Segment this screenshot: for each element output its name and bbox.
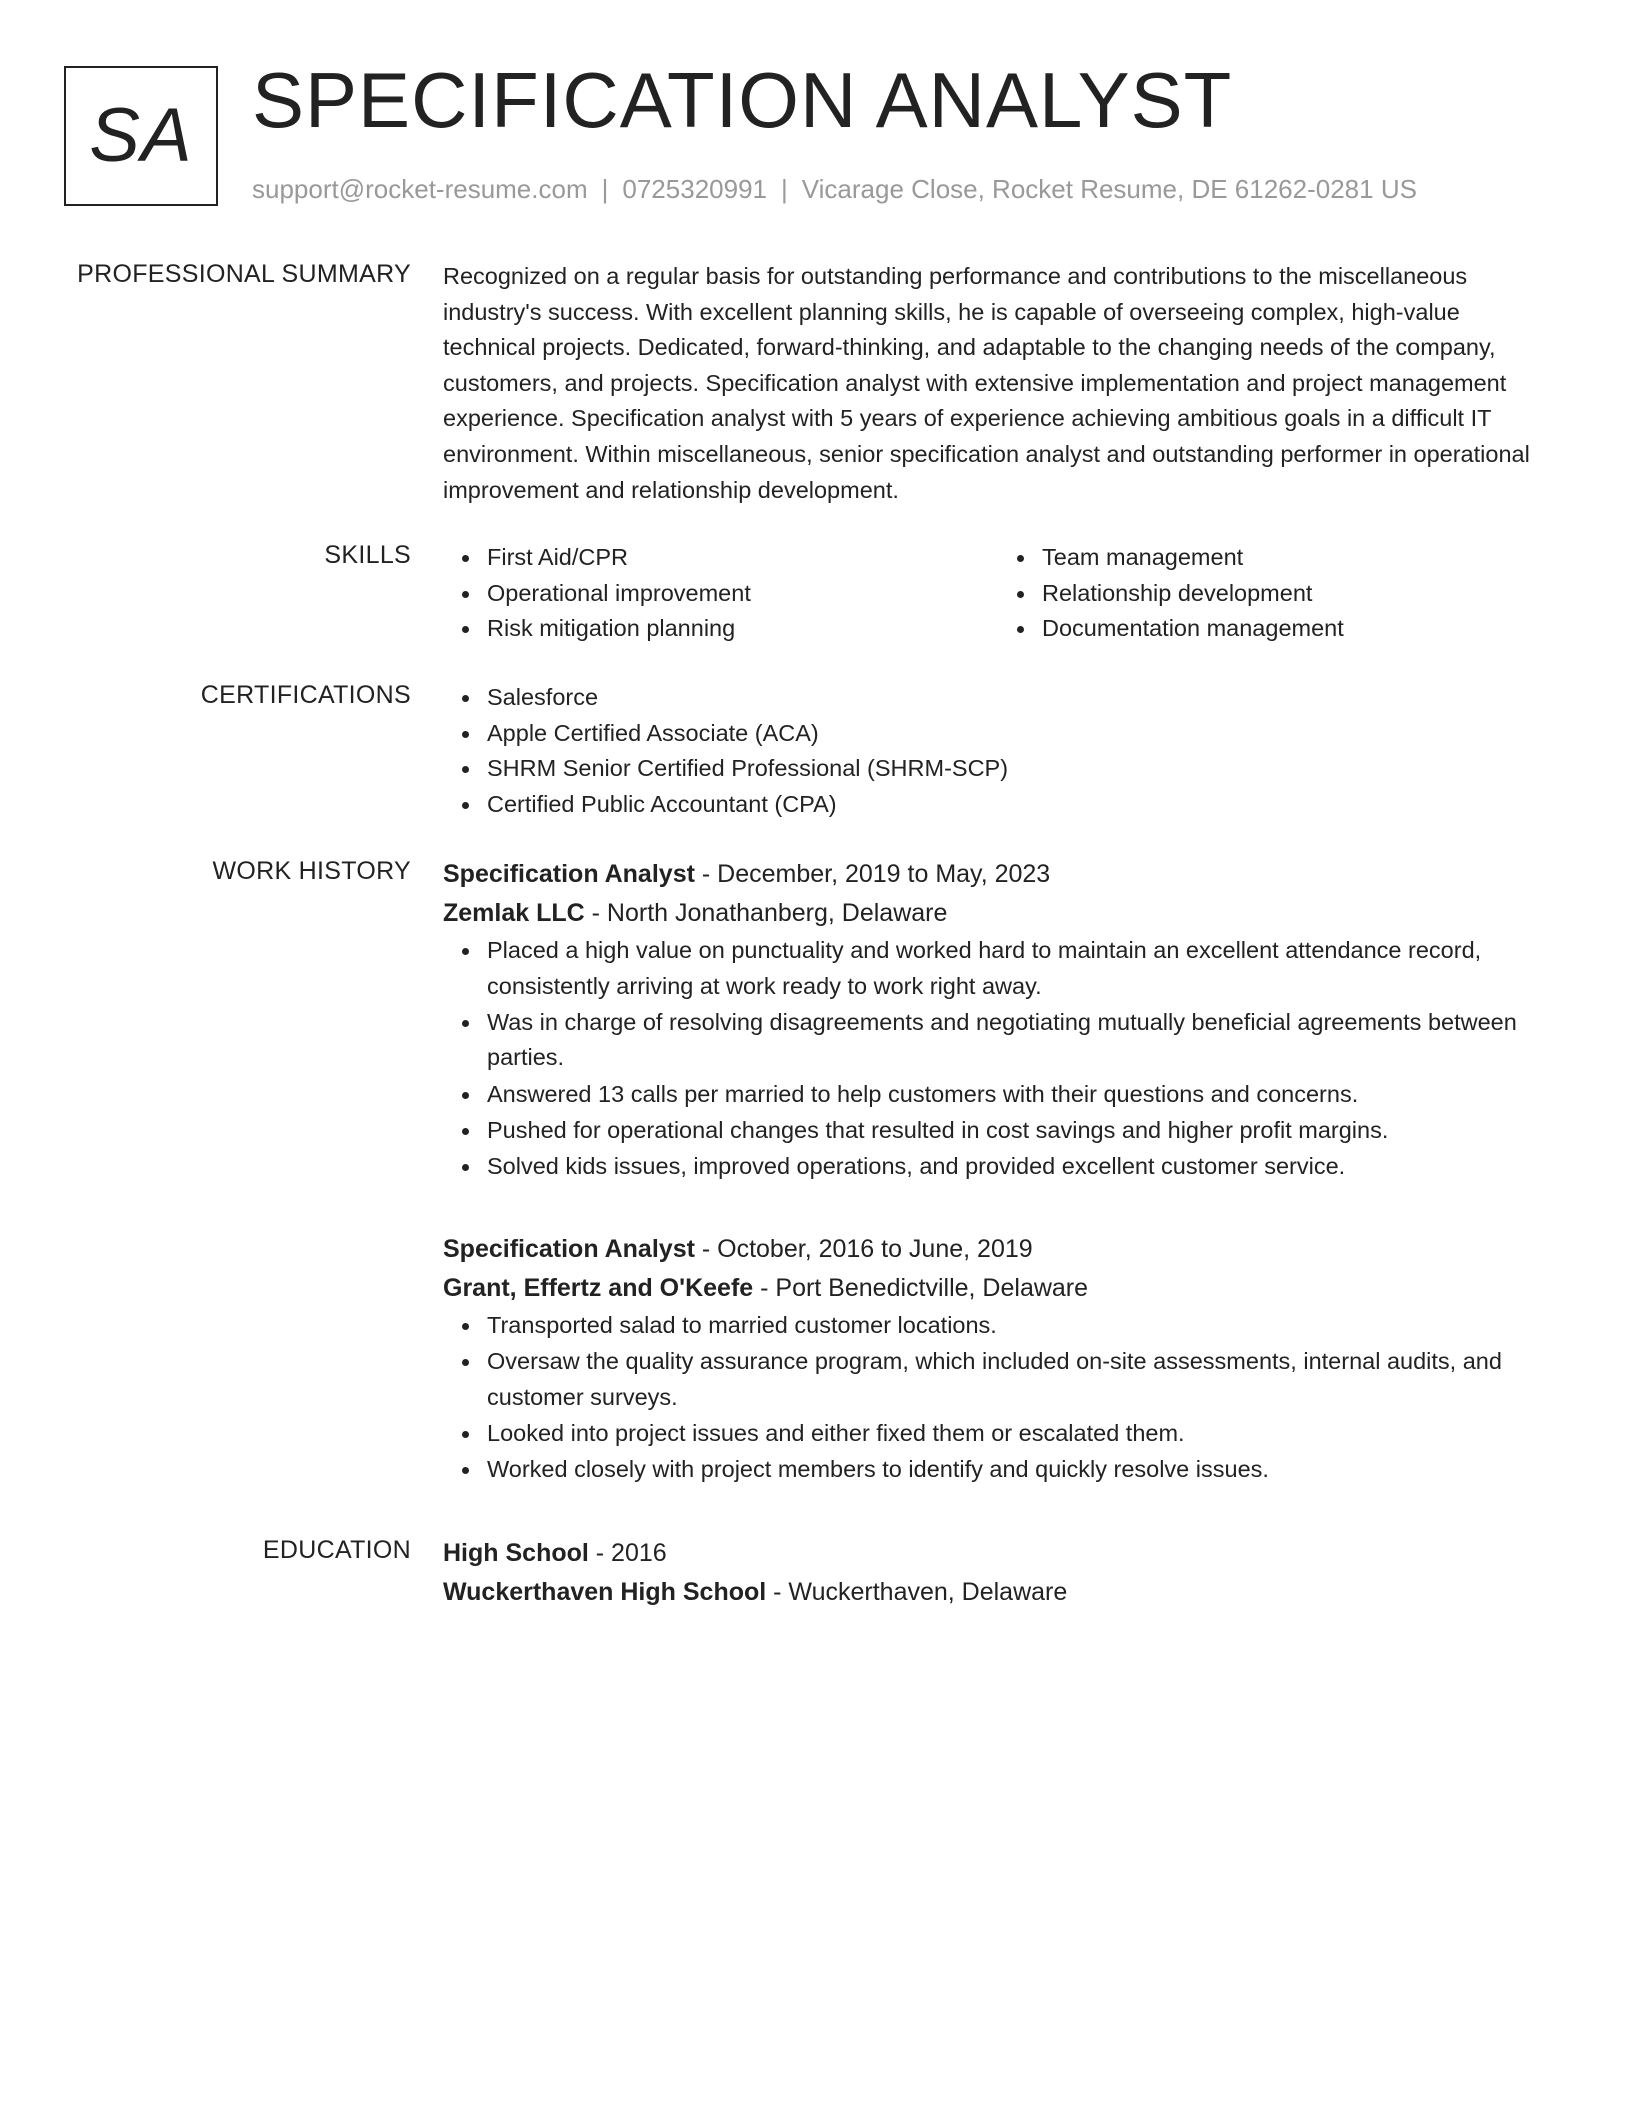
job-bullets	[443, 933, 1553, 1185]
job-bullet: Was in charge of resolving disagreements and negotiating mutually beneficial agreements between parties.	[487, 1005, 1553, 1076]
job-bullet: Worked closely with project members to identify and quickly resolve issues.	[487, 1452, 1553, 1488]
education-location: - Wuckerthaven, Delaware	[766, 1578, 1068, 1606]
job-entry	[443, 855, 1553, 1185]
section-title-certifications: CERTIFICATIONS	[200, 681, 411, 709]
job-bullet: Placed a high value on punctuality and worked hard to maintain an excellent attendance record, consistently arriving at work ready to work right away.	[487, 933, 1553, 1004]
skills-list-right	[998, 540, 1553, 647]
certification-item: Apple Certified Associate (ACA)	[487, 716, 1553, 752]
job-role-line	[443, 855, 1553, 894]
job-entry	[443, 1230, 1553, 1488]
skill-item: Team management	[1042, 540, 1553, 576]
skill-item: Risk mitigation planning	[487, 611, 998, 647]
job-bullet: Pushed for operational changes that resulted in cost savings and higher profit margins.	[487, 1113, 1553, 1149]
section-title-education: EDUCATION	[262, 1536, 411, 1564]
job-company: Zemlak LLC	[443, 899, 585, 927]
section-title-work-history: WORK HISTORY	[212, 857, 411, 885]
certification-item: Salesforce	[487, 680, 1553, 716]
job-bullet: Answered 13 calls per married to help customers with their questions and concerns.	[487, 1077, 1553, 1113]
job-company-line	[443, 894, 1553, 933]
job-location: - Port Benedictville, Delaware	[753, 1274, 1089, 1302]
summary-text: Recognized on a regular basis for outstanding performance and contributions to the miscellaneous industry's success. With excellent planning skills, he is capable of overseeing complex, high-value technical projects. Dedicated, forward-thinking, and adaptable to the changing needs of the company, customers, and projects. Specification analyst with extensive implementation and project management experience. Specification analyst with 5 years of experience achieving ambitious goals in a difficult IT environment. Within miscellaneous, senior specification analyst and outstanding performer in operational improvement and relationship development.	[443, 263, 1530, 503]
education-degree-line	[443, 1534, 1553, 1573]
skills-list-left	[443, 540, 998, 647]
job-location: - North Jonathanberg, Delaware	[584, 899, 948, 927]
job-bullets	[443, 1308, 1553, 1488]
skill-item: Operational improvement	[487, 576, 998, 612]
job-bullet: Solved kids issues, improved operations, and provided excellent customer service.	[487, 1149, 1553, 1185]
skill-item: Documentation management	[1042, 611, 1553, 647]
certification-item: Certified Public Accountant (CPA)	[487, 787, 1553, 823]
job-dates: - December, 2019 to May, 2023	[694, 860, 1051, 888]
job-bullet: Looked into project issues and either fixed them or escalated them.	[487, 1416, 1553, 1452]
job-company: Grant, Effertz and O'Keefe	[443, 1274, 754, 1302]
job-role-line	[443, 1230, 1553, 1269]
contact-email[interactable]: support@rocket-resume.com	[252, 174, 588, 204]
education-school-line	[443, 1573, 1553, 1612]
job-dates: - October, 2016 to June, 2019	[694, 1235, 1033, 1263]
job-role: Specification Analyst	[443, 1235, 695, 1263]
certification-item: SHRM Senior Certified Professional (SHRM-SCP)	[487, 751, 1553, 787]
education-degree: High School	[443, 1539, 589, 1567]
candidate-title: SPECIFICATION ANALYST	[252, 56, 1233, 144]
certifications-list	[443, 680, 1553, 822]
job-bullet: Oversaw the quality assurance program, which included on-site assessments, internal audits, and customer surveys.	[487, 1344, 1553, 1415]
job-company-line	[443, 1269, 1553, 1308]
skill-item: Relationship development	[1042, 576, 1553, 612]
education-school: Wuckerthaven High School	[443, 1578, 767, 1606]
skills-grid	[443, 540, 1553, 647]
monogram-box	[64, 66, 218, 206]
contact-separator: |	[601, 174, 609, 204]
section-title-summary: PROFESSIONAL SUMMARY	[77, 260, 411, 288]
skill-item: First Aid/CPR	[487, 540, 998, 576]
job-role: Specification Analyst	[443, 860, 695, 888]
job-bullet: Transported salad to married customer locations.	[487, 1308, 1553, 1344]
monogram-initials: SA	[89, 93, 193, 178]
contact-line	[252, 174, 1417, 204]
contact-phone[interactable]: 0725320991	[622, 174, 767, 204]
education-year: - 2016	[588, 1539, 667, 1567]
section-title-skills: SKILLS	[324, 541, 411, 569]
contact-separator: |	[781, 174, 788, 204]
contact-address: Vicarage Close, Rocket Resume, DE 61262-0281 US	[801, 174, 1417, 204]
